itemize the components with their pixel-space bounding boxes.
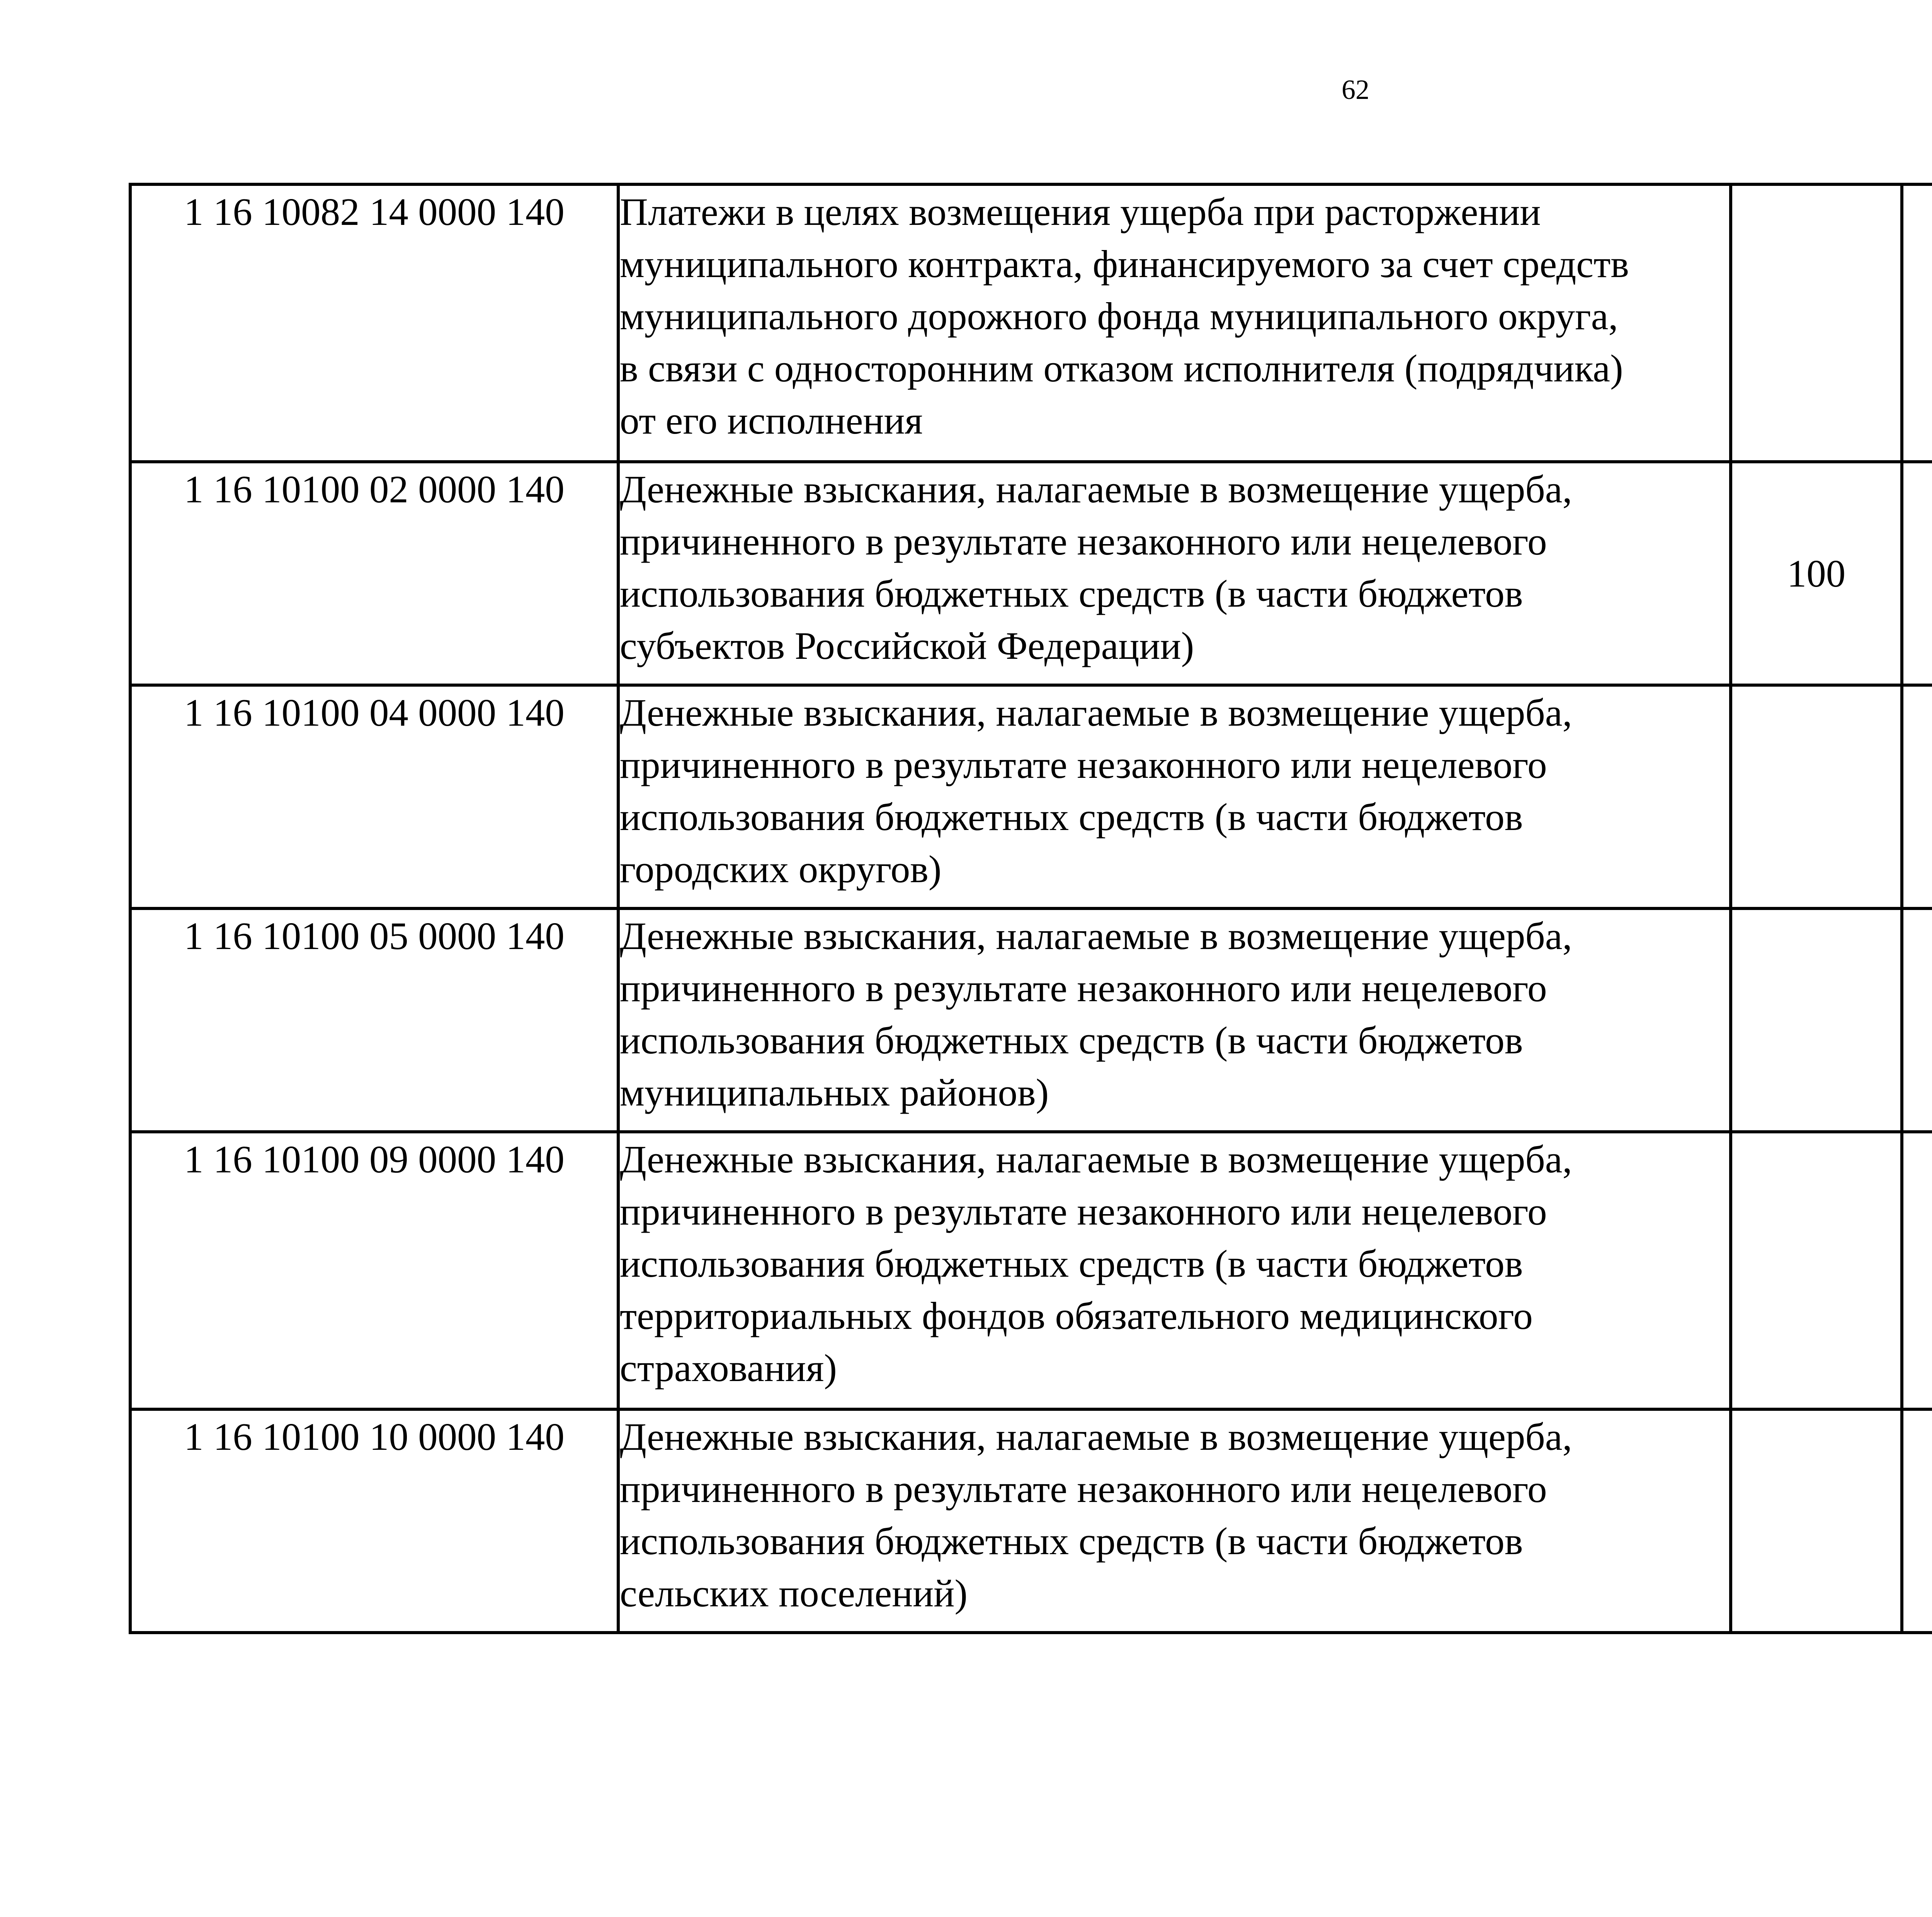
revenue-name-cell (618, 1409, 1731, 1633)
norm-value-cell-1 (1731, 1409, 1902, 1633)
table-row (130, 1409, 1932, 1633)
revenue-name-line: Денежные взыскания, налагаемые в возмещение ущерба, (620, 691, 1572, 734)
norm-value-cell-1 (1731, 184, 1902, 462)
revenue-code-cell: 1 16 10100 05 0000 140 (130, 908, 618, 1132)
table-row (130, 462, 1932, 685)
revenue-code-cell: 1 16 10100 02 0000 140 (130, 462, 618, 685)
revenue-name-cell (618, 685, 1731, 908)
table-row (130, 1132, 1932, 1409)
revenue-name-line: причиненного в результате незаконного или нецелевого (620, 743, 1547, 786)
revenue-name-line: использования бюджетных средств (в части бюджетов (620, 1242, 1523, 1285)
revenue-name-line: Денежные взыскания, налагаемые в возмещение ущерба, (620, 914, 1572, 958)
revenue-name-line: муниципального дорожного фонда муниципального округа, (620, 294, 1618, 338)
revenue-name-line: использования бюджетных средств (в части бюджетов (620, 572, 1523, 615)
revenue-name-line: в связи с односторонним отказом исполнителя (подрядчика) (620, 347, 1623, 390)
norm-value-cell-1 (1731, 908, 1902, 1132)
norm-value-cell-2 (1902, 908, 1932, 1132)
revenue-name-cell (618, 1132, 1731, 1409)
revenue-name-line: муниципального контракта, финансируемого за счет средств (620, 242, 1629, 286)
revenue-name-line: страхования) (620, 1346, 837, 1390)
revenue-name-line: от его исполнения (620, 399, 923, 442)
norm-value-cell-1: 100 (1731, 462, 1902, 685)
page-number: 62 (1342, 74, 1369, 105)
norm-value-cell-2 (1902, 462, 1932, 685)
norm-value-cell-2 (1902, 685, 1932, 908)
revenue-code-cell: 1 16 10082 14 0000 140 (130, 184, 618, 462)
norm-value-cell-1 (1731, 685, 1902, 908)
table-row (130, 184, 1932, 462)
norm-value-cell-2 (1902, 1132, 1932, 1409)
revenue-name-cell (618, 462, 1731, 685)
table-row (130, 685, 1932, 908)
revenue-name-line: причиненного в результате незаконного или нецелевого (620, 1190, 1547, 1233)
revenue-code-cell: 1 16 10100 10 0000 140 (130, 1409, 618, 1633)
revenue-name-line: муниципальных районов) (620, 1071, 1049, 1114)
revenue-name-line: причиненного в результате незаконного или нецелевого (620, 1467, 1547, 1510)
revenue-name-line: Денежные взыскания, налагаемые в возмещение ущерба, (620, 1138, 1572, 1181)
revenue-name-cell (618, 184, 1731, 462)
revenue-name-line: использования бюджетных средств (в части бюджетов (620, 1019, 1523, 1062)
revenue-name-line: сельских поселений) (620, 1572, 968, 1615)
budget-revenue-table (129, 183, 1932, 1634)
revenue-name-line: субъектов Российской Федерации) (620, 624, 1194, 667)
revenue-code-cell: 1 16 10100 09 0000 140 (130, 1132, 618, 1409)
revenue-name-line: причиненного в результате незаконного или нецелевого (620, 520, 1547, 563)
revenue-name-line: городских округов) (620, 847, 942, 891)
norm-value-cell-2 (1902, 1409, 1932, 1633)
revenue-code-cell: 1 16 10100 04 0000 140 (130, 685, 618, 908)
norm-value-cell-2 (1902, 184, 1932, 462)
table-row (130, 908, 1932, 1132)
revenue-name-line: территориальных фондов обязательного медицинского (620, 1294, 1533, 1337)
revenue-name-line: причиненного в результате незаконного или нецелевого (620, 966, 1547, 1010)
revenue-name-line: Платежи в целях возмещения ущерба при расторжении (620, 190, 1541, 233)
revenue-name-line: Денежные взыскания, налагаемые в возмещение ущерба, (620, 1415, 1572, 1458)
norm-value-cell-1 (1731, 1132, 1902, 1409)
revenue-name-line: использования бюджетных средств (в части бюджетов (620, 1519, 1523, 1563)
revenue-name-cell (618, 908, 1731, 1132)
revenue-name-line: Денежные взыскания, налагаемые в возмещение ущерба, (620, 468, 1572, 511)
revenue-name-line: использования бюджетных средств (в части бюджетов (620, 795, 1523, 839)
